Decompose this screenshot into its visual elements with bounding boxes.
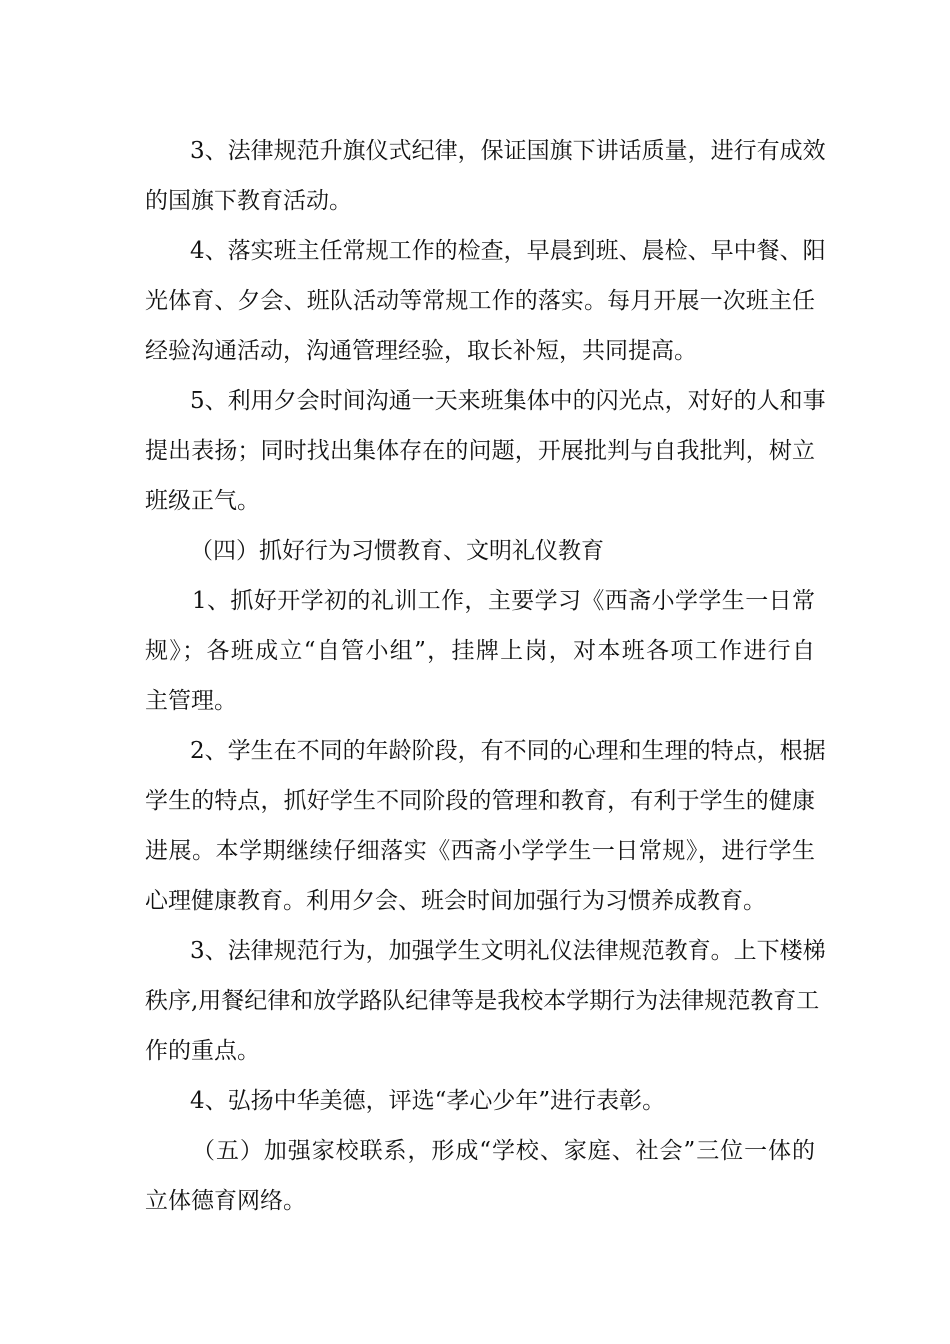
- section-4-item-3-line-1: 3、法律规范行为，加强学生文明礼仪法律规范教育。上下楼梯: [190, 938, 826, 964]
- section-5-heading-line-1: （五）加强家校联系，形成“学校、家庭、社会”三位一体的: [192, 1138, 815, 1164]
- paragraph-5-line-1: 5、利用夕会时间沟通一天来班集体中的闪光点，对好的人和事: [190, 388, 826, 414]
- section-4-item-1-line-2: 规》；各班成立“自管小组”，挂牌上岗，对本班各项工作进行自: [145, 638, 815, 664]
- paragraph-5-line-3: 班级正气。: [145, 488, 260, 514]
- section-4-heading: （四）抓好行为习惯教育、文明礼仪教育: [190, 538, 604, 564]
- section-4-item-4: 4、弘扬中华美德，评选“孝心少年”进行表彰。: [190, 1088, 666, 1114]
- section-4-item-2-line-2: 学生的特点，抓好学生不同阶段的管理和教育，有利于学生的健康: [145, 788, 815, 814]
- paragraph-4-line-2: 光体育、夕会、班队活动等常规工作的落实。每月开展一次班主任: [145, 288, 815, 314]
- section-4-item-2-line-1: 2、学生在不同的年龄阶段，有不同的心理和生理的特点，根据: [190, 738, 826, 764]
- paragraph-3-line-2: 的国旗下教育活动。: [145, 188, 352, 214]
- section-4-item-3-line-3: 作的重点。: [145, 1038, 260, 1064]
- section-4-item-2-line-4: 心理健康教育。利用夕会、班会时间加强行为习惯养成教育。: [145, 888, 766, 914]
- section-4-item-1-line-1: 1、抓好开学初的礼训工作，主要学习《西斋小学学生一日常: [192, 588, 815, 614]
- paragraph-4-line-1: 4、落实班主任常规工作的检查，早晨到班、晨检、早中餐、阳: [190, 238, 826, 264]
- section-5-heading-line-2: 立体德育网络。: [145, 1188, 306, 1214]
- paragraph-4-line-3: 经验沟通活动，沟通管理经验，取长补短，共同提高。: [145, 338, 697, 364]
- section-4-item-1-line-3: 主管理。: [145, 688, 237, 714]
- section-4-item-3-line-2: 秩序,用餐纪律和放学路队纪律等是我校本学期行为法律规范教育工: [145, 988, 820, 1014]
- paragraph-5-line-2: 提出表扬；同时找出集体存在的问题，开展批判与自我批判，树立: [145, 438, 815, 464]
- section-4-item-2-line-3: 进展。本学期继续仔细落实《西斋小学学生一日常规》，进行学生: [145, 838, 815, 864]
- paragraph-3-line-1: 3、法律规范升旗仪式纪律，保证国旗下讲话质量，进行有成效: [190, 138, 826, 164]
